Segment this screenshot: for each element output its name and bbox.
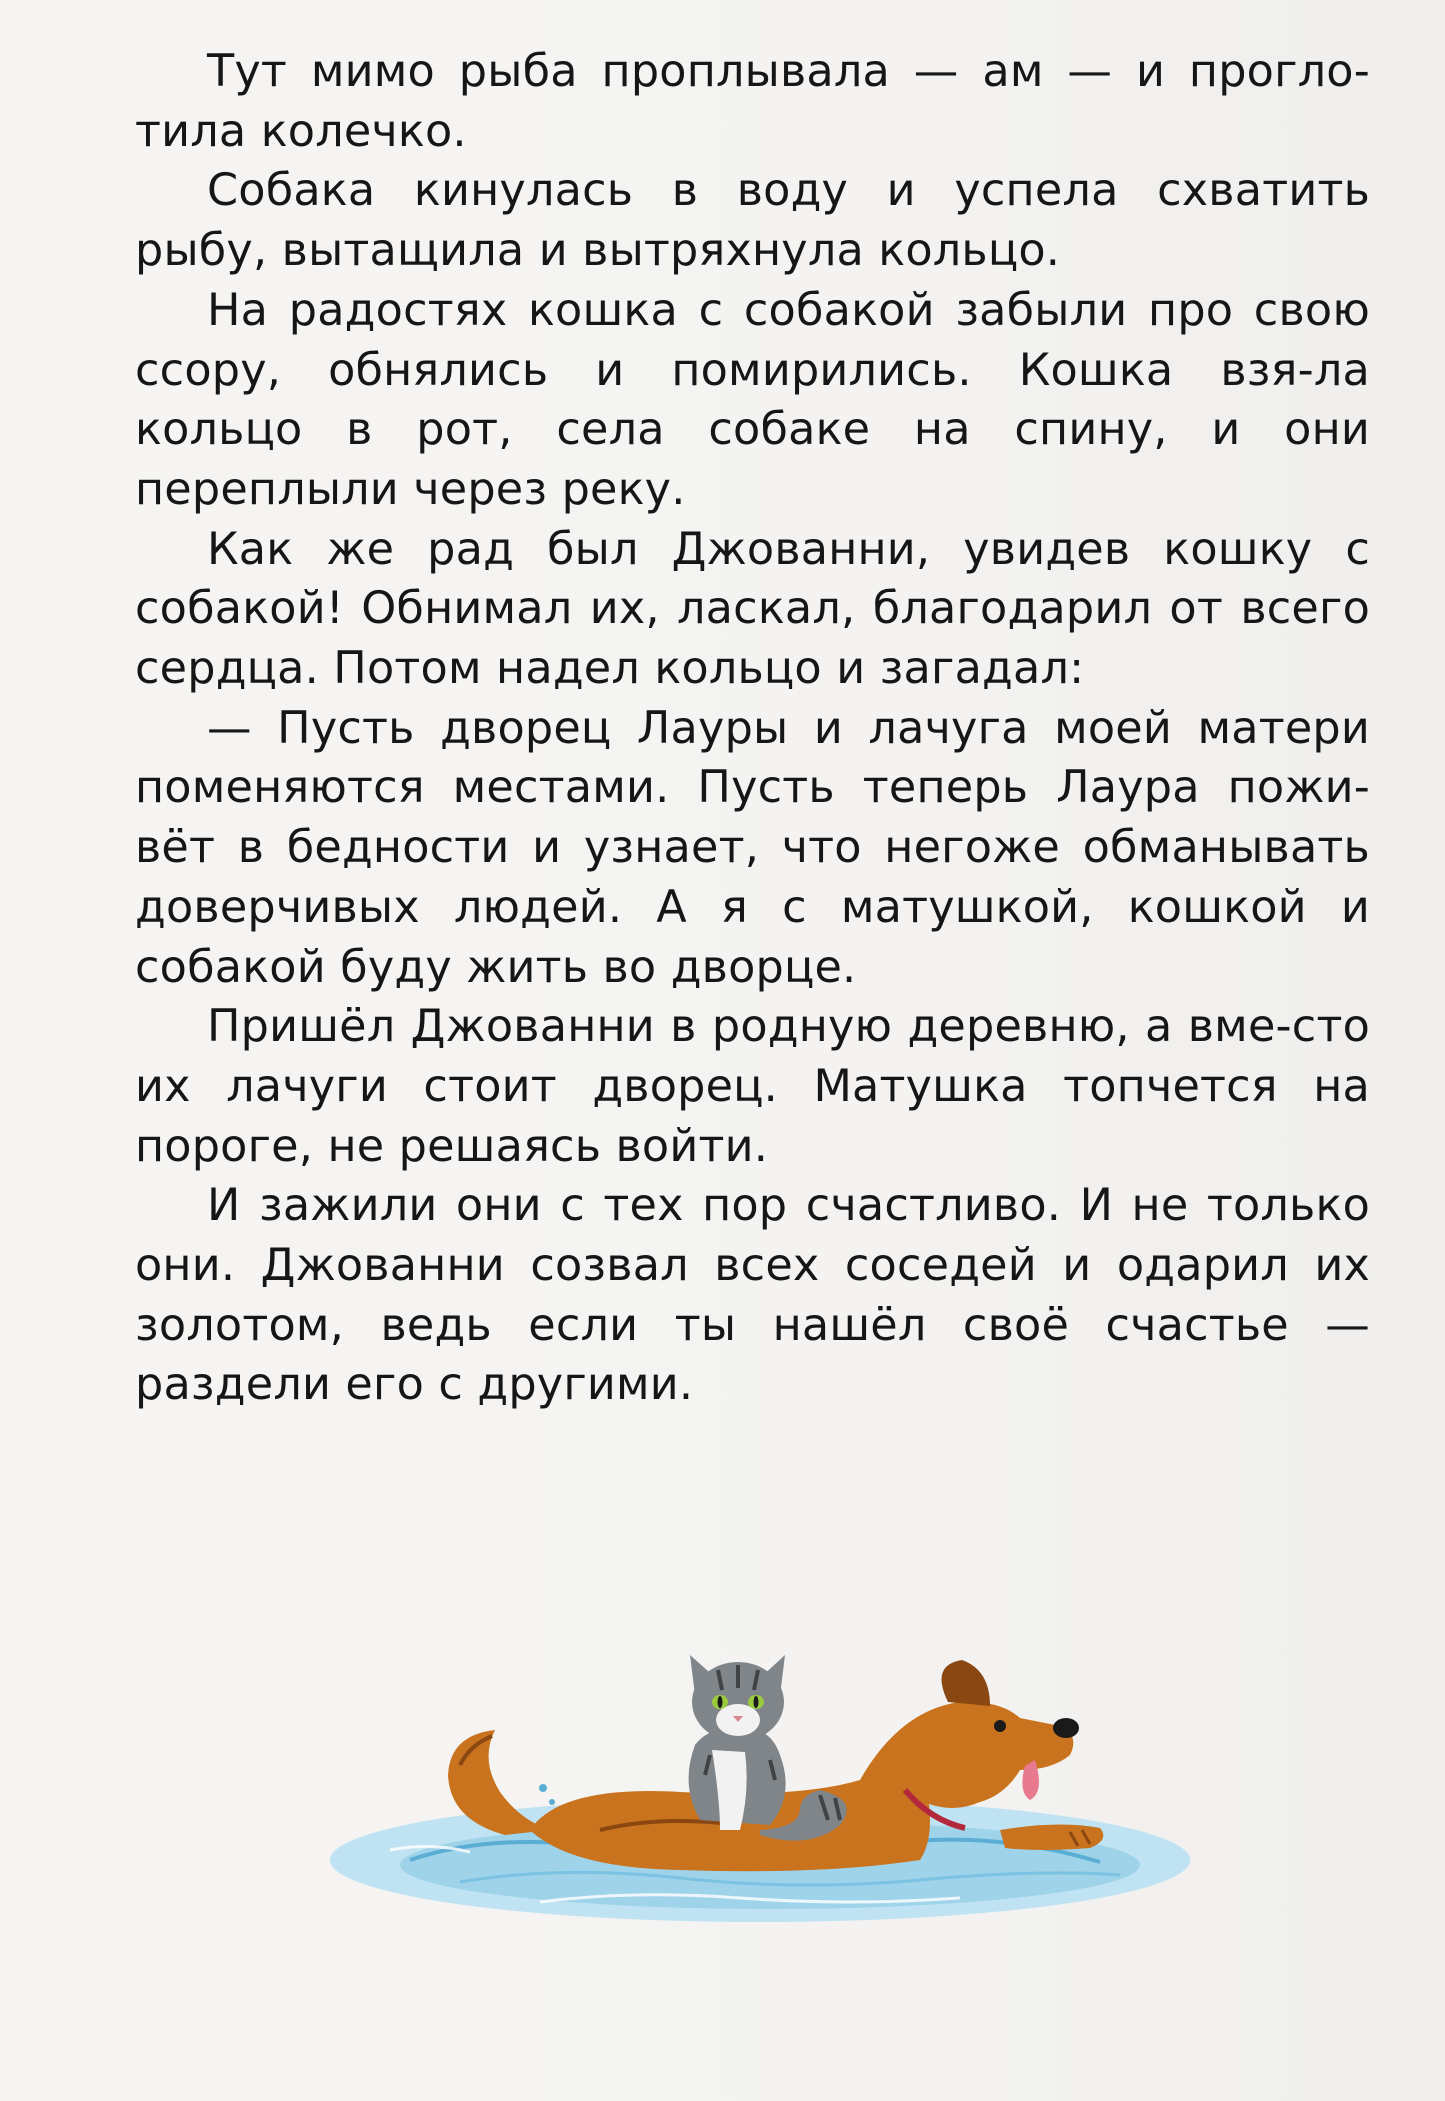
story-text: [135, 42, 1370, 1415]
paragraph: Тут мимо рыба проплывала — ам — и прогло-тила колечко.: [135, 46, 1370, 157]
cat: [689, 1655, 847, 1841]
paragraph: На радостях кошка с собакой забыли про свою ссору, обнялись и помирились. Кошка взя-ла кольцо в рот, села собаке на спину, и они переплыли через реку.: [135, 284, 1370, 515]
paragraph: Пришёл Джованни в родную деревню, а вме-сто их лачуги стоит дворец. Матушка топчется на пороге, не решаясь войти.: [135, 1001, 1370, 1172]
dog: [530, 1660, 1103, 1871]
paragraph: Собака кинулась в воду и успела схватить рыбу, вытащила и вытряхнула кольцо.: [135, 165, 1370, 277]
paragraph: Как же рад был Джованни, увидев кошку с собакой! Обнимал их, ласкал, благодарил от всего сердца. Потом надел кольцо и загадал:: [135, 523, 1370, 695]
paragraph: — Пусть дворец Лауры и лачуга моей матери поменяются местами. Пусть теперь Лаура пожи-вёт в бедности и узнает, что негоже обманывать доверчивых людей. А я с матушкой, кошкой и собакой буду жить во дворце.: [135, 702, 1370, 993]
paragraph: И зажили они с тех пор счастливо. И не только они. Джованни созвал всех соседей и одарил их золотом, ведь если ты нашёл своё счастье — раздели его с другими.: [135, 1180, 1370, 1411]
cat-on-dog-illustration: [300, 1530, 1200, 1930]
